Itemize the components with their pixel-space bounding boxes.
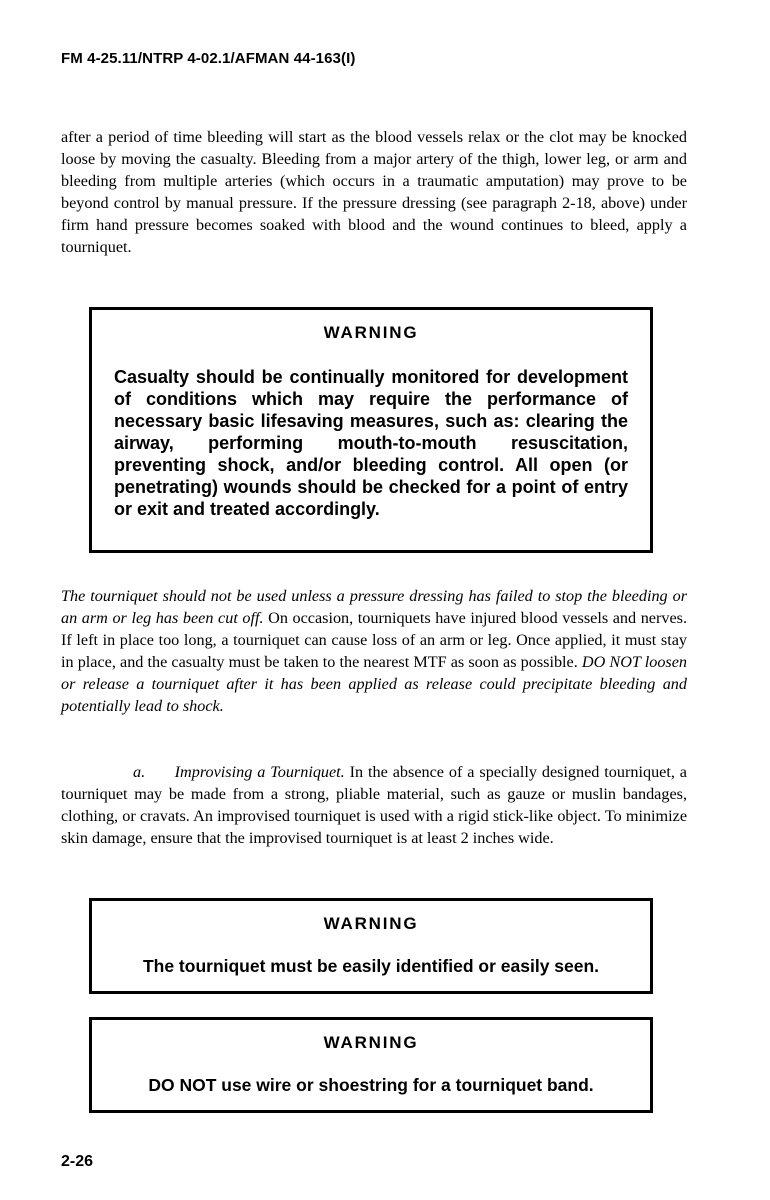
paragraph-tourniquet-caution <box>61 585 687 717</box>
warning-heading: WARNING <box>323 1033 419 1052</box>
subparagraph-label: a. <box>133 763 146 781</box>
subparagraph-title: Improvising a Tourniquet. <box>174 763 345 781</box>
page-header: FM 4-25.11/NTRP 4-02.1/AFMAN 44-163(I) <box>61 50 356 67</box>
warning-heading: WARNING <box>323 914 419 933</box>
warning-box-wire <box>89 1017 653 1113</box>
warning-box-monitoring <box>89 307 653 553</box>
warning-text: DO NOT use wire or shoestring for a tourniquet band. <box>148 1075 594 1095</box>
warning-box-identification <box>89 898 653 994</box>
warning-heading: WARNING <box>323 323 419 342</box>
subparagraph-body: In the absence of a specially designed tourniquet, a tourniquet may be made from a strong, pliable material, such as gauze or muslin bandages, clothing, or cravats. An improvised tourniquet is used with a rigid stick-like object. To minimize skin damage, ensure that the improvised tourniquet is at least 2 inches wide. <box>61 763 687 847</box>
paragraph-bleeding-control: after a period of time bleeding will start as the blood vessels relax or the clot may be knocked loose by moving the casualty. Bleeding from a major artery of the thigh, lower leg, or arm and bleeding from multiple arteries (which occurs in a traumatic amputation) may prove to be beyond control by manual pressure. If the pressure dressing (see paragraph 2-18, above) under firm hand pressure becomes soaked with blood and the wound continues to bleed, apply a tourniquet. <box>61 128 687 256</box>
warning-text: The tourniquet must be easily identified or easily seen. <box>142 956 600 976</box>
body-text: On occasion, tourniquets have injured blood vessels and nerves. If left in place too long, a tourniquet can cause loss of an arm or leg. Once applied, it must stay in place, and the casualty must be taken to the nearest MTF as soon as possible. <box>61 609 687 671</box>
paragraph-improvising-tourniquet <box>61 761 687 849</box>
italic-tail-text: DO NOT loosen or release a tourniquet after it has been applied as release could precipitate bleeding and potentially lead to shock. <box>61 653 687 715</box>
warning-text: Casualty should be continually monitored for development of conditions which may require the performance of necessary basic lifesaving measures, such as: clearing the airway, performing mouth-to-mouth resuscitation, preventing shock, and/or bleeding control. All open (or penetrating) wounds should be checked for a point of entry or exit and treated accordingly. <box>114 367 628 519</box>
page-number: 2-26 <box>61 1153 94 1170</box>
italic-lead-text: The tourniquet should not be used unless a pressure dressing has failed to stop the bleeding or an arm or leg has been cut off. <box>61 587 687 627</box>
